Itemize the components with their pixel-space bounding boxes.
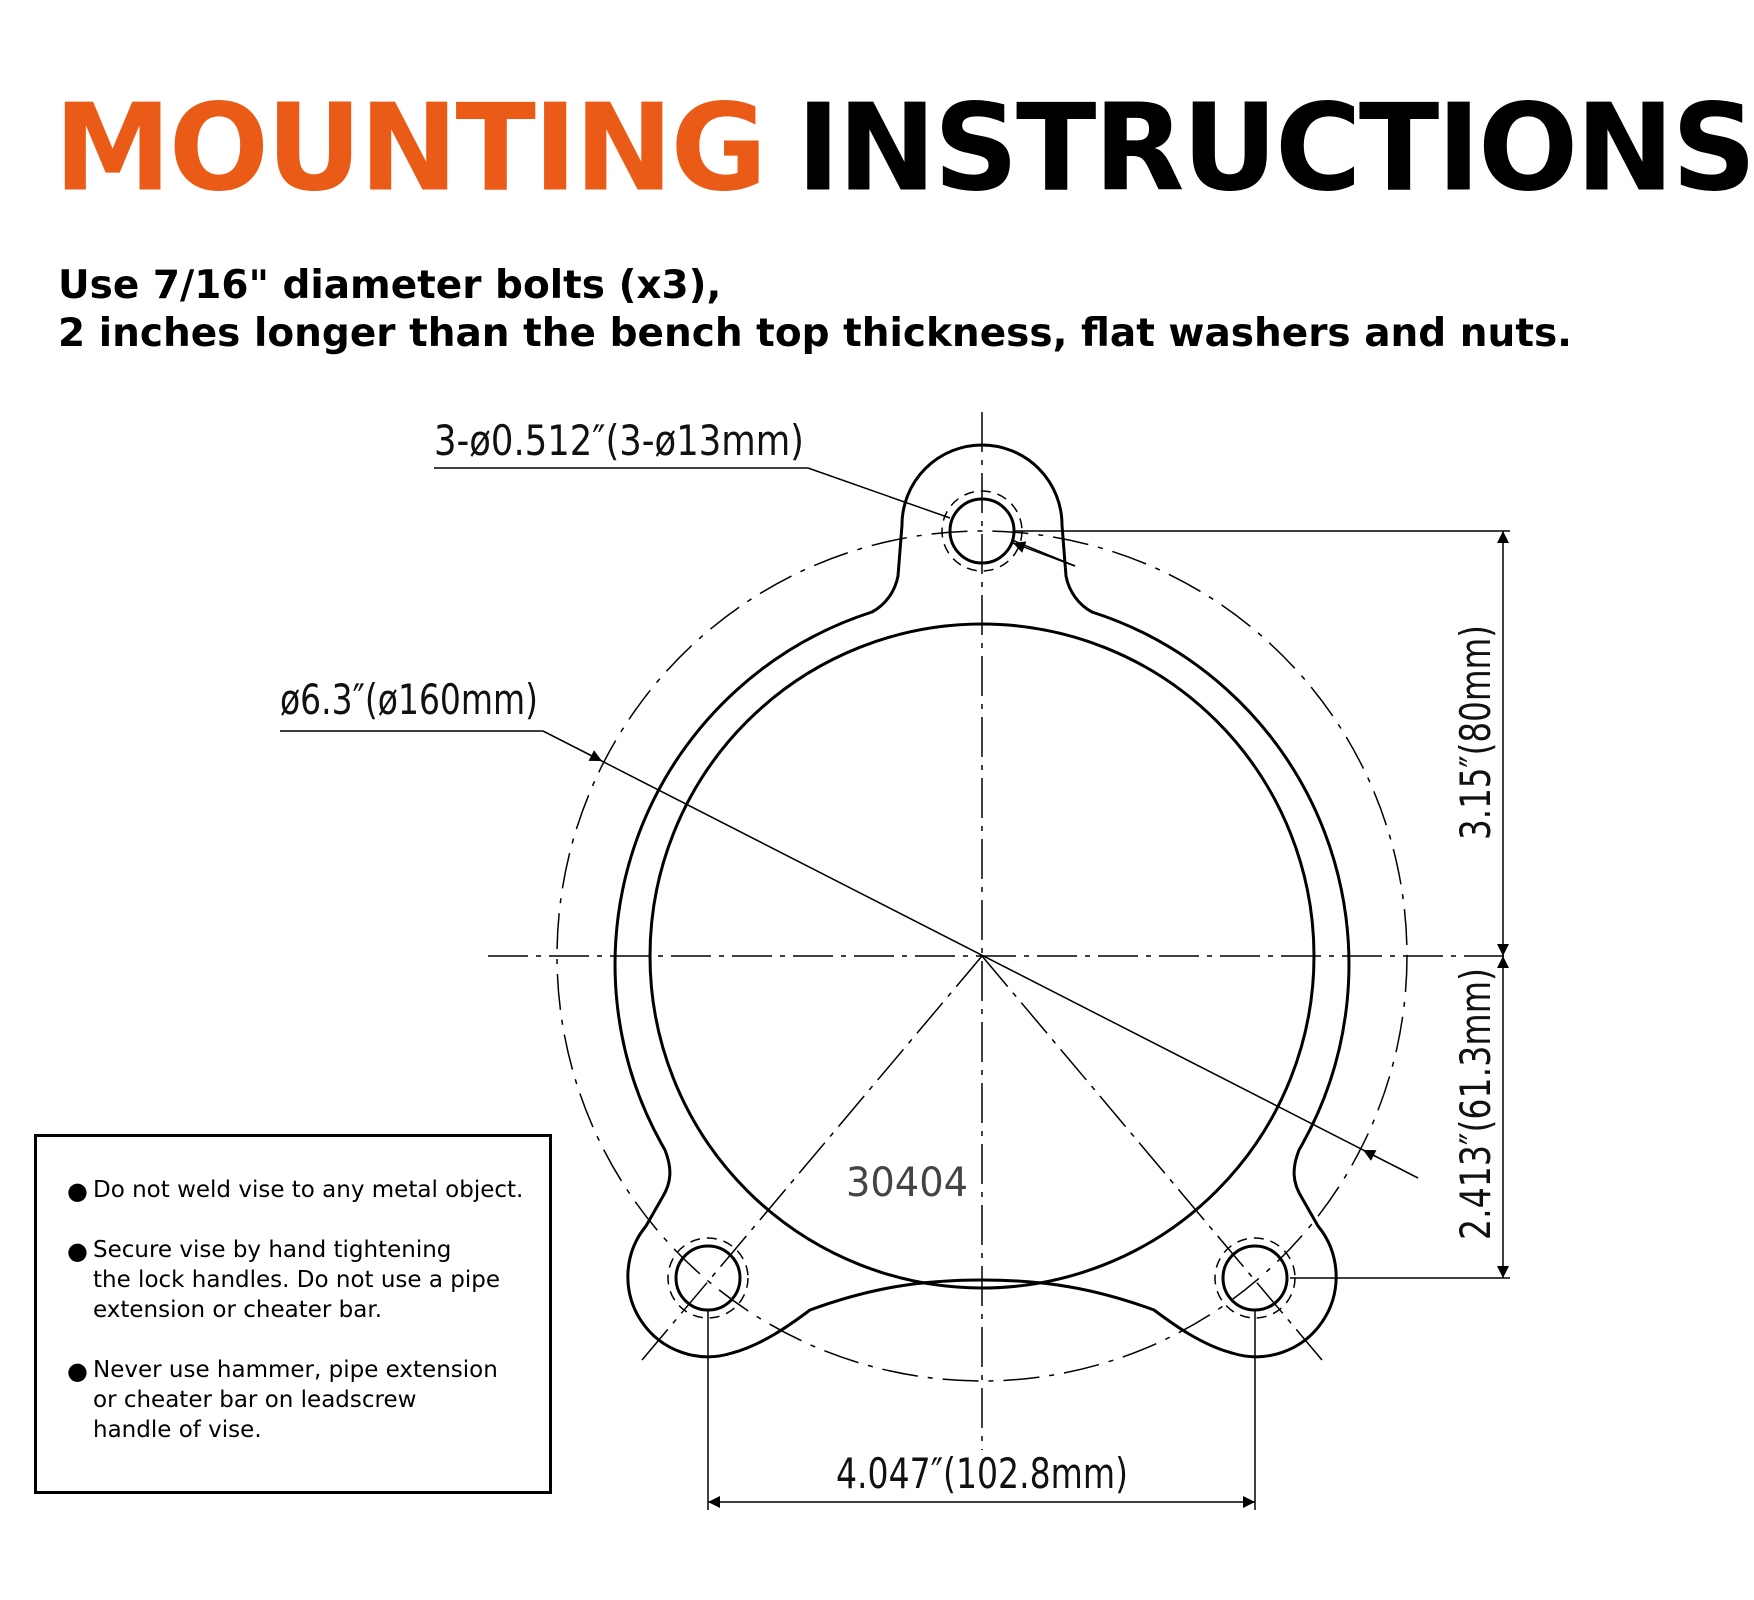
intro-line-1: Use 7/16" diameter bolts (x3), (58, 263, 722, 308)
bolt-circle-leader (280, 731, 1418, 1178)
note-text: Do not weld vise to any metal object. (93, 1177, 524, 1203)
center-lines (488, 412, 1510, 1450)
part-number-text: 30404 (846, 1160, 968, 1206)
list-item (67, 1355, 537, 1445)
intro-line-2: 2 inches longer than the bench top thickness, flat washers and nuts. (58, 311, 1572, 356)
list-item (67, 1175, 537, 1205)
lower-left-center-line (642, 956, 982, 1360)
title-word-mounting: MOUNTING (54, 78, 765, 219)
safety-notes-box (34, 1134, 552, 1494)
mounting-hole-right (1215, 1238, 1295, 1318)
vertical-upper-dimension-text: 3.15″(80mm) (1451, 562, 1500, 840)
bullet-icon: ● (67, 1177, 88, 1205)
hole-callout-leader (434, 468, 1075, 566)
title-word-instructions: INSTRUCTIONS (796, 78, 1754, 219)
bolt-circle-callout-text: ø6.3″(ø160mm) (280, 675, 538, 724)
hole-callout-text: 3-ø0.512″(3-ø13mm) (434, 416, 804, 465)
vertical-lower-dimension-text: 2.413″(61.3mm) (1451, 895, 1500, 1240)
bullet-icon: ● (67, 1237, 88, 1265)
bullet-icon: ● (67, 1357, 88, 1385)
note-text: Never use hammer, pipe extension or cheater bar on leadscrew handle of vise. (93, 1357, 498, 1443)
note-text: Secure vise by hand tightening the lock handles. Do not use a pipe extension or cheater bar. (93, 1237, 501, 1323)
mounting-hole-left (668, 1238, 748, 1318)
safety-notes-list (37, 1137, 549, 1445)
horizontal-dimension-text: 4.047″(102.8mm) (836, 1449, 1128, 1498)
lower-right-center-line (982, 956, 1322, 1360)
list-item (67, 1235, 537, 1325)
